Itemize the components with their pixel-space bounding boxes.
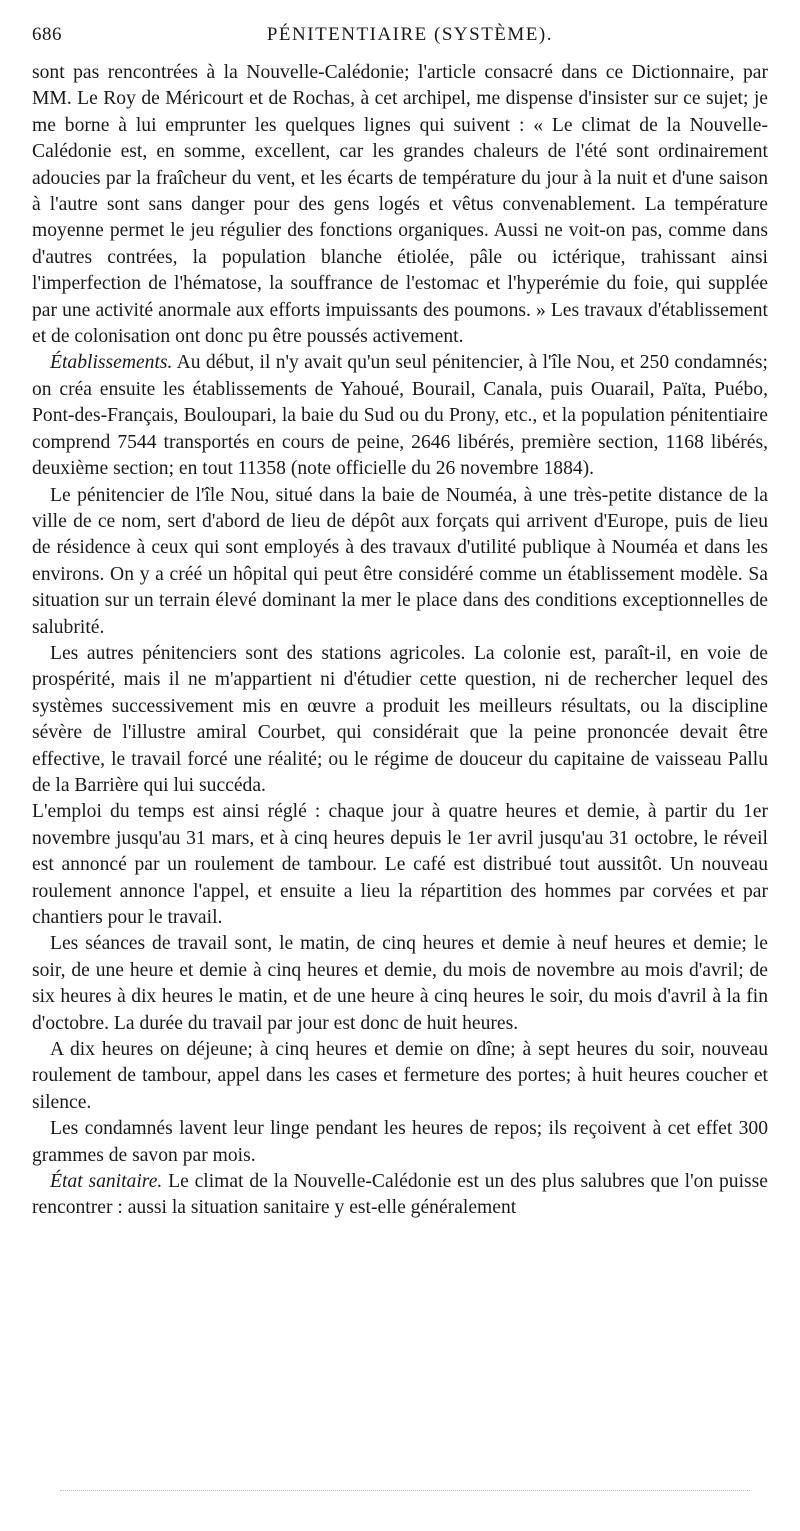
- paragraph-stations-agricoles: [32, 641, 768, 799]
- paragraph-climate-quote: [32, 60, 768, 350]
- running-title: PÉNITENTIAIRE (SYSTÈME).: [266, 24, 553, 45]
- paragraph-text: Le climat de la Nouvelle-Calédonie est un des plus salubres que l'on puisse rencontrer : aussi la situation sanitaire y est-elle généralement: [32, 1171, 768, 1219]
- paragraph-text: A dix heures on déjeune; à cinq heures et demie on dîne; à sept heures du soir, nouveau roulement de tambour, appel dans les cases et fermeture des portes; à huit heures coucher et silence.: [32, 1039, 768, 1113]
- paragraph-text: Au début, il n'y avait qu'un seul pénitencier, à l'île Nou, et 250 condamnés; on créa ensuite les établissements de Yahoué, Bourail, Canala, puis Ouarail, Païta, Puébo, Pont-des-Français, Bouloupari, la baie du Sud ou du Prony, etc., et la population pénitentiaire comprend 7544 transportés en cours de peine, 2646 libérés, première section, 1168 libérés, deuxième section; en tout 11358 (note officielle du 26 novembre 1884).: [32, 352, 768, 480]
- article-body: [32, 60, 768, 1222]
- paragraph-seances-travail: [32, 931, 768, 1037]
- paragraph-text: L'emploi du temps est ainsi réglé : chaque jour à quatre heures et demie, à partir du 1er novembre jusqu'au 31 mars, et à cinq heures depuis le 1er avril jusqu'au 31 octobre, le réveil est annoncé par un roulement de tambour. Le café est distribué tout aussitôt. Un nouveau roulement annonce l'appel, et ensuite a lieu la répartition des hommes par corvées et par chantiers pour le travail.: [32, 801, 768, 928]
- paragraph-repas: [32, 1037, 768, 1116]
- paragraph-ile-nou: [32, 483, 768, 641]
- paragraph-text: Le pénitencier de l'île Nou, situé dans la baie de Nouméa, à une très-petite distance de la ville de ce nom, sert d'abord de lieu de dépôt aux forçats qui arrivent d'Europe, puis de lieu de résidence à ceux qui sont employés à des travaux d'utilité publique à Nouméa et dans les environs. On y a créé un hôpital qui peut être considéré comme un établissement modèle. Sa situation sur un terrain élevé dominant la mer le place dans des conditions exceptionnelles de salubrité.: [32, 484, 768, 638]
- section-lead-etat-sanitaire: État sanitaire.: [50, 1171, 163, 1193]
- book-page: [32, 24, 768, 1222]
- paragraph-text: Les séances de travail sont, le matin, de cinq heures et demie à neuf heures et demie; le soir, de une heure et demie à cinq heures et demie, du mois de novembre au mois d'avril; de six heures à dix heures le matin, et de une heure à cinq heures le soir, du mois d'avril à la fin d'octobre. La durée du travail par jour est donc de huit heures.: [32, 933, 768, 1034]
- paragraph-text: Les condamnés lavent leur linge pendant les heures de repos; ils reçoivent à cet effet 300 grammes de savon par mois.: [32, 1118, 768, 1166]
- paragraph-text: sont pas rencontrées à la Nouvelle-Calédonie; l'article consacré dans ce Dictionnaire, par MM. Le Roy de Méricourt et de Rochas, à cet archipel, me dispense d'insister sur ce sujet; je me borne à lui emprunter les quelques lignes qui suivent : « Le climat de la Nouvelle-Calédonie est, en somme, excellent, car les grandes chaleurs de l'été sont ordinairement adoucies par la fraîcheur du vent, et les écarts de température du jour à la nuit et d'une saison à l'autre sont sans danger pour des gens logés et vêtus convenablement. La température moyenne permet le jeu régulier des fonctions organiques. Aussi ne voit-on pas, comme dans d'autres contrées, la population blanche étiolée, pâle ou ictérique, trahissant ainsi l'imperfection de l'hématose, la souffrance de l'estomac et l'hyperémie du foie, qui supplée par une activité anormale aux efforts impuissants des poumons. » Les travaux d'établissement et de colonisation ont donc pu être poussés activement.: [32, 62, 768, 348]
- paragraph-emploi-du-temps: [32, 799, 768, 931]
- section-lead-etablissements: Établissements.: [50, 352, 173, 374]
- paragraph-linge: [32, 1116, 768, 1169]
- paragraph-etablissements: [32, 350, 768, 482]
- paragraph-text: Les autres pénitenciers sont des stations agricoles. La colonie est, paraît-il, en voie de prospérité, mais il ne m'appartient ni d'étudier cette question, ni de rechercher lequel des systèmes successivement mis en œuvre a produit les meilleurs résultats, ou la discipline sévère de l'illustre amiral Courbet, qui considérait que la peine prononcée devait être effective, le travail forcé une réalité; ou le régime de douceur du capitaine de vaisseau Pallu de la Barrière qui lui succéda.: [32, 642, 768, 796]
- page-number: 686: [32, 24, 62, 45]
- running-header: [32, 24, 768, 60]
- scan-artifact-divider: [60, 1490, 750, 1495]
- paragraph-etat-sanitaire: [32, 1169, 768, 1222]
